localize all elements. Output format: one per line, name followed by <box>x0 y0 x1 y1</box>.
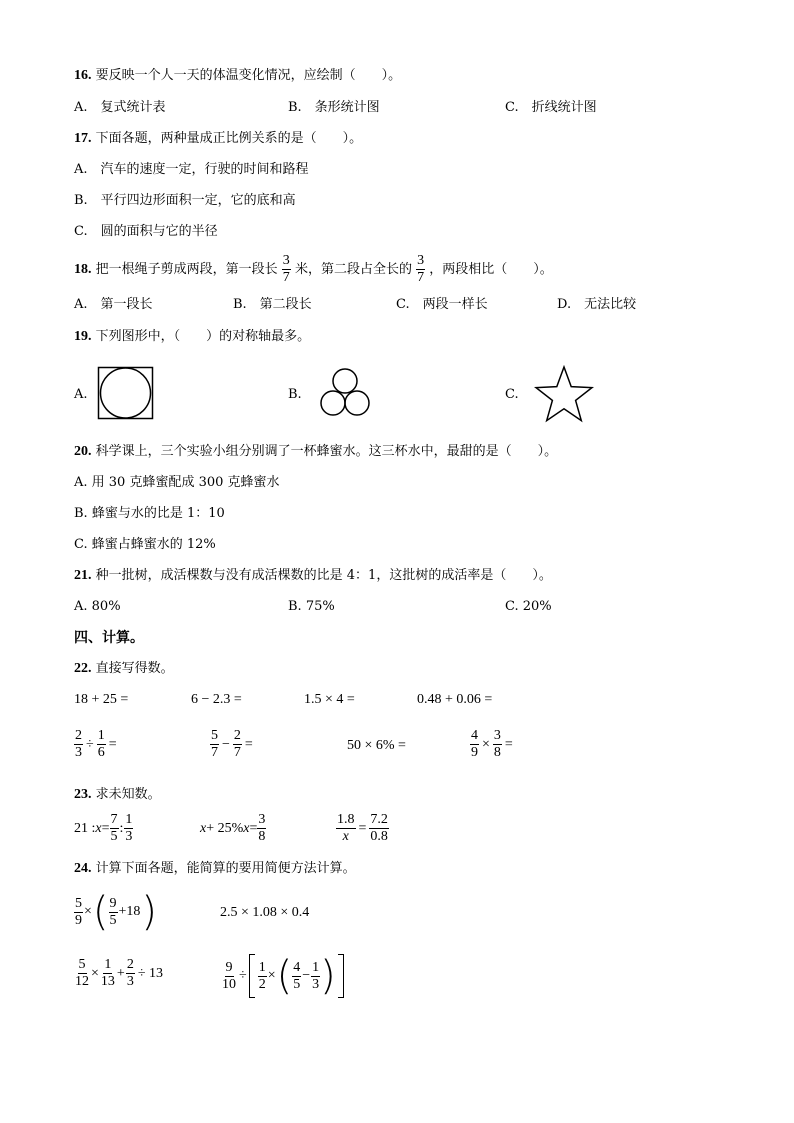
fraction: $\frac{1}{6}$ <box>97 728 105 760</box>
option-c: C. 两段一样长 <box>396 297 488 312</box>
option-c: C. 蜂蜜占蜂蜜水的 12% <box>74 537 216 552</box>
calc-item: $\frac{5}{7}$ − $\frac{2}{7}$ = <box>211 728 253 760</box>
calc-expression-2: 2.5 × 1.08 × 0.4 <box>220 905 310 920</box>
question-text-1: 把一根绳子剪成两段，第一段长 <box>95 262 278 277</box>
question-20 <box>74 444 557 460</box>
option-b: B. 第二段长 <box>233 297 312 312</box>
option-a: A. 80% <box>74 599 121 614</box>
right-circle <box>345 391 369 415</box>
calc-expression-1: $\frac{5}{9}$ ×( $\frac{9}{5}$ +18) <box>75 889 158 935</box>
question-16 <box>74 68 401 84</box>
question-number: 17. <box>74 131 92 146</box>
calc-item: 6 − 2.3 = <box>191 692 242 707</box>
question-19 <box>74 329 310 345</box>
right-bracket <box>338 954 344 998</box>
question-text: 种一批树，成活棵数与没有成活棵数的比是 4：1，这批树的成活率是（ ）。 <box>95 568 552 583</box>
fraction: $\frac{3}{7}$ <box>282 253 290 285</box>
option-a: A. 汽车的速度一定，行驶的时间和路程 <box>74 162 309 177</box>
fraction: $\frac{1}{2}$ <box>258 959 266 992</box>
option-a-label: A. <box>74 387 88 402</box>
option-b: B. 蜂蜜与水的比是 1：10 <box>74 506 225 521</box>
equation-2: x+ 25%x= $\frac{3}{8}$ <box>200 812 266 844</box>
fraction: $\frac{1.8}{x}$ <box>337 812 355 844</box>
section-heading: 四、计算。 <box>74 630 144 646</box>
fraction: $\frac{5}{12}$ <box>75 957 89 989</box>
fraction: $\frac{9}{5}$ <box>109 895 117 928</box>
question-17 <box>74 131 362 147</box>
calc-item: 1.5 × 4 = <box>304 692 355 707</box>
question-21 <box>74 568 552 584</box>
square-shape <box>99 368 153 419</box>
question-text: 科学课上，三个实验小组分别调了一杯蜂蜜水。这三杯水中，最甜的是（ ）。 <box>95 444 558 459</box>
option-a: A. 第一段长 <box>74 297 153 312</box>
fraction: $\frac{4}{5}$ <box>293 959 301 992</box>
option-c: C. 20% <box>505 599 552 614</box>
question-23 <box>74 787 161 803</box>
question-number: 18. <box>74 262 92 277</box>
calc-item: $\frac{4}{9}$ × $\frac{3}{8}$ = <box>471 728 513 760</box>
question-number: 19. <box>74 329 92 344</box>
fraction: $\frac{5}{9}$ <box>75 895 82 928</box>
calc-expression-3: $\frac{5}{12}$ × $\frac{1}{13}$ + $\frac{2}{3}$ ÷ 13 <box>75 957 163 989</box>
equation-1: 21 :x= $\frac{7}{5}$ : $\frac{1}{3}$ <box>74 812 133 844</box>
fraction: $\frac{1}{3}$ <box>312 959 320 992</box>
question-text: 求未知数。 <box>95 787 161 802</box>
option-c: C. 圆的面积与它的半径 <box>74 224 218 239</box>
fraction: $\frac{7}{5}$ <box>110 812 118 844</box>
question-24 <box>74 861 356 877</box>
question-22 <box>74 661 174 677</box>
right-paren: ) <box>320 953 336 999</box>
three-circles-figure <box>318 366 372 418</box>
question-number: 22. <box>74 661 92 676</box>
question-number: 20. <box>74 444 92 459</box>
fraction: $\frac{1}{13}$ <box>100 957 115 989</box>
question-text-3: ，两段相比（ ）。 <box>429 262 553 277</box>
option-a: A. 用 30 克蜂蜜配成 300 克蜂蜜水 <box>74 475 280 490</box>
fraction: $\frac{2}{3}$ <box>126 957 134 989</box>
option-b: B. 75% <box>288 599 335 614</box>
question-text: 直接写得数。 <box>95 661 174 676</box>
question-number: 16. <box>74 68 92 83</box>
question-text: 下列图形中，（ ）的对称轴最多。 <box>95 329 311 344</box>
calc-item: $\frac{2}{3}$ ÷ $\frac{1}{6}$ = <box>75 728 117 760</box>
calc-item: 50 × 6% = <box>347 738 406 753</box>
fraction: $\frac{9}{10}$ <box>222 959 236 992</box>
star-figure <box>534 365 594 423</box>
left-paren: ( <box>92 889 109 935</box>
fraction: $\frac{3}{8}$ <box>258 812 266 844</box>
option-d: D. 无法比较 <box>557 297 637 312</box>
left-bracket <box>249 954 255 998</box>
question-text: 要反映一个人一天的体温变化情况，应绘制（ ）。 <box>95 68 402 83</box>
square-with-circle-figure <box>97 366 155 420</box>
fraction: $\frac{3}{7}$ <box>417 253 425 285</box>
fraction: $\frac{2}{7}$ <box>233 728 241 760</box>
question-number: 21. <box>74 568 92 583</box>
question-number: 23. <box>74 787 92 802</box>
inscribed-circle <box>101 368 151 418</box>
left-circle <box>321 391 345 415</box>
option-c-label: C. <box>505 387 519 402</box>
fraction: $\frac{4}{9}$ <box>471 728 478 760</box>
calc-item: 18 + 25 = <box>74 692 129 707</box>
option-b-label: B. <box>288 387 302 402</box>
five-point-star <box>536 367 592 421</box>
question-text: 计算下面各题，能简算的要用简便方法计算。 <box>95 861 356 876</box>
left-paren: ( <box>276 953 293 999</box>
fraction: $\frac{2}{3}$ <box>75 728 82 760</box>
option-b: B. 条形统计图 <box>288 100 380 115</box>
question-text: 下面各题，两种量成正比例关系的是（ ）。 <box>95 131 363 146</box>
calc-item: 0.48 + 0.06 = <box>417 692 493 707</box>
question-18 <box>74 252 553 288</box>
question-text-2: 米，第二段占全长的 <box>294 262 412 277</box>
right-paren: ) <box>141 889 158 935</box>
equation-3: $\frac{1.8}{x}$ = $\frac{7.2}{0.8}$ <box>337 812 388 844</box>
question-number: 24. <box>74 861 92 876</box>
option-b: B. 平行四边形面积一定，它的底和高 <box>74 193 296 208</box>
fraction: $\frac{1}{3}$ <box>125 812 133 844</box>
fraction: $\frac{7.2}{0.8}$ <box>370 812 388 844</box>
calc-expression-4: $\frac{9}{10}$ ÷ $\frac{1}{2}$ ×( $\frac{4}{5}$ − $\frac{1}{3}$ ) <box>221 954 344 998</box>
fraction: $\frac{5}{7}$ <box>211 728 218 760</box>
top-circle <box>333 369 357 393</box>
fraction: $\frac{3}{8}$ <box>493 728 501 760</box>
option-a: A. 复式统计表 <box>74 100 166 115</box>
option-c: C. 折线统计图 <box>505 100 597 115</box>
